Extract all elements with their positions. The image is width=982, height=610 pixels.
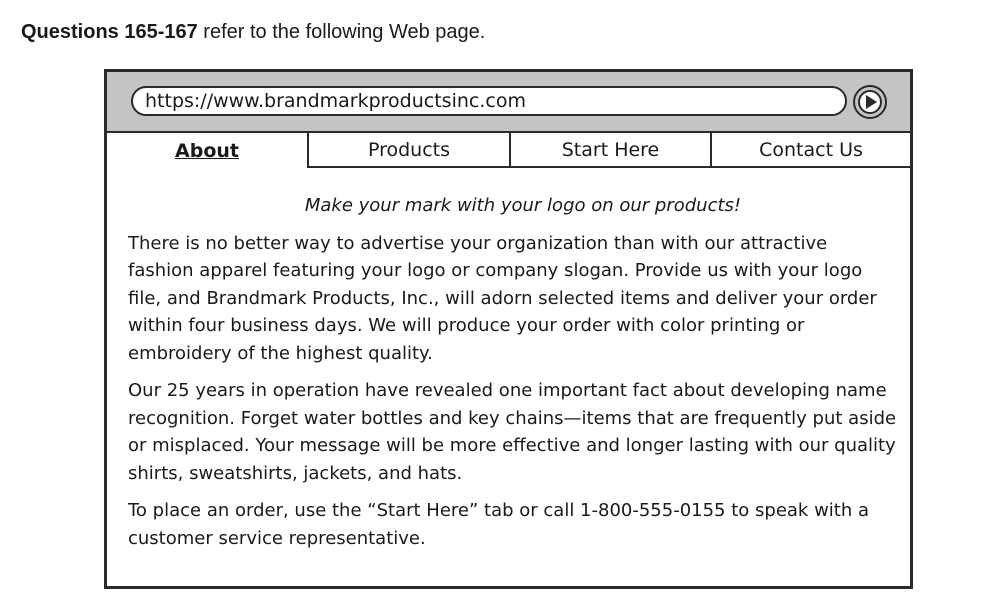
url-field[interactable]: https://www.brandmarkproductsinc.com xyxy=(131,86,847,116)
paragraph-history: Our 25 years in operation have revealed one important fact about developing name recognition. Forget water bottles and key chains—items that are frequently put aside or misplaced. Your message will be more effective and longer lasting with our quality shirts, sweatshirts, jackets, and hats. xyxy=(128,380,897,484)
go-button[interactable] xyxy=(853,85,887,119)
tab-about[interactable]: About xyxy=(107,133,307,168)
question-text: refer to the following Web page. xyxy=(197,21,486,43)
page-tagline: Make your mark with your logo on our products! xyxy=(304,195,742,216)
browser-window xyxy=(104,69,913,589)
address-bar xyxy=(107,72,910,133)
paragraph-intro: There is no better way to advertise your organization than with our attractive fashion apparel featuring your logo or company slogan. Provide us with your logo file, and Brandmark Products, Inc., will adorn selected items and deliver your order within four business days. We will produce your order with color printing or embroidery of the highest quality. xyxy=(128,232,877,364)
nav-tabs xyxy=(107,133,910,168)
tab-products[interactable]: Products xyxy=(307,133,509,168)
play-arrow-icon xyxy=(861,92,881,112)
tab-contact-us[interactable]: Contact Us xyxy=(710,133,910,168)
paragraph-order: To place an order, use the “Start Here” tab or call 1-800-555-0155 to speak with a customer service representative. xyxy=(128,500,870,549)
question-instruction xyxy=(21,20,485,44)
page-content xyxy=(128,192,898,562)
tab-start-here[interactable]: Start Here xyxy=(509,133,710,168)
question-number: Questions 165-167 xyxy=(21,21,198,43)
